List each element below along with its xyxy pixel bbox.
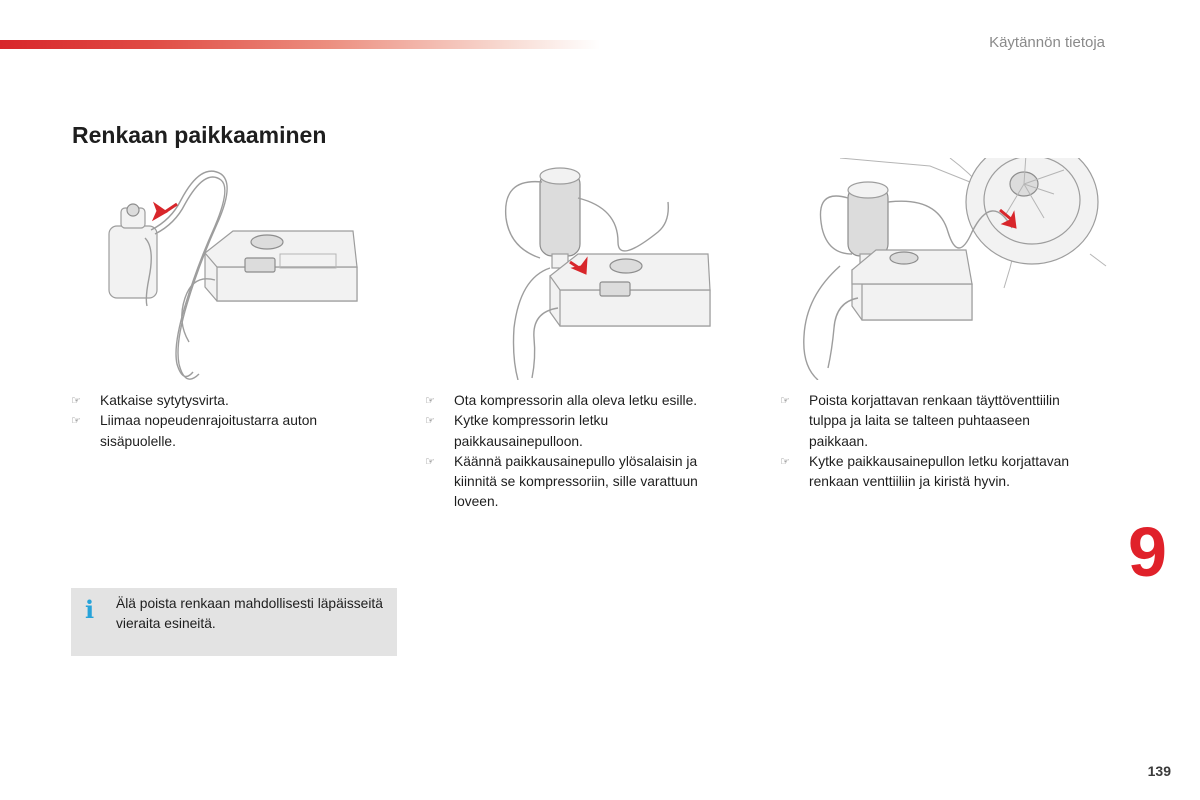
pointing-hand-icon: ☞ <box>780 395 790 407</box>
pointing-hand-icon: ☞ <box>71 395 81 407</box>
pointing-hand-icon: ☞ <box>780 455 790 468</box>
sealant-bottle-hose-connection-illustration <box>95 158 405 380</box>
page-number: 139 <box>1147 763 1171 779</box>
step-text: Liimaa nopeudenrajoitustarra auton sisäpuolelle. <box>100 413 318 449</box>
page-heading: Renkaan paikkaaminen <box>72 122 327 148</box>
step-text: Ota kompressorin alla oleva letku esille. <box>454 393 698 408</box>
info-note-text: Älä poista renkaan mahdollisesti läpäisseitä vieraita esineitä. <box>116 596 383 632</box>
list-item <box>780 452 1090 493</box>
pointing-hand-icon: ☞ <box>425 415 435 428</box>
step-list-3 <box>780 391 1090 492</box>
step-list-1 <box>71 391 381 452</box>
info-icon: i <box>85 595 95 624</box>
list-item <box>425 452 735 513</box>
list-item <box>71 411 381 452</box>
compressor-bottle-mounting-illustration <box>450 158 760 380</box>
list-item <box>780 391 1090 452</box>
chapter-color-bar <box>0 40 600 49</box>
list-item <box>425 411 735 452</box>
step-text: Kytke paikkausainepullon letku korjattavan renkaan venttiiliin ja kiristä hyvin. <box>809 453 1069 490</box>
pointing-hand-icon: ☞ <box>425 395 435 407</box>
chapter-title: Käytännön tietoja <box>989 34 1105 51</box>
pointing-hand-icon: ☞ <box>425 455 435 468</box>
chapter-number: 9 <box>1128 513 1167 591</box>
step-list-2 <box>425 391 735 513</box>
tyre-valve-connection-illustration <box>800 158 1110 380</box>
list-item <box>71 391 381 411</box>
info-note <box>71 588 397 656</box>
pointing-hand-icon: ☞ <box>71 415 81 428</box>
step-text: Kytke kompressorin letku paikkausainepulloon. <box>454 413 609 449</box>
step-text: Käännä paikkausainepullo ylösalaisin ja kiinnitä se kompressoriin, sille varattuun loveen. <box>454 453 698 510</box>
list-item <box>425 391 735 411</box>
step-text: Poista korjattavan renkaan täyttöventtiilin tulppa ja laita se talteen puhtaaseen paikkaan. <box>809 393 1060 449</box>
step-text: Katkaise sytytysvirta. <box>100 393 229 408</box>
